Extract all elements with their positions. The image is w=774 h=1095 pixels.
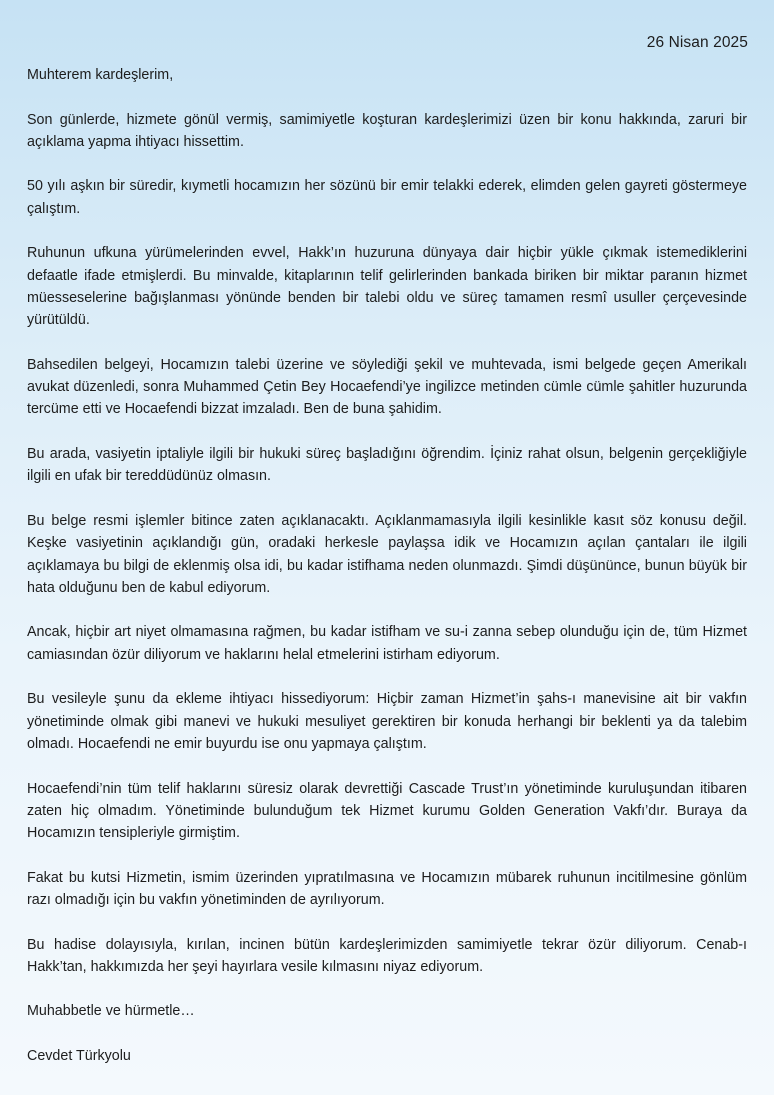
paragraph-8: Bu vesileyle şunu da ekleme ihtiyacı hissediyorum: Hiçbir zaman Hizmet’in şahs-ı manevisine ait bir vakfın yönetiminde olmak gibi manevi ve hukuki mesuliyet gerektiren bir konuda herhangi bir beklenti ya da talebim olmadı. Hocaefendi ne emir buyurdu ise onu yapmaya çalıştım. <box>27 691 747 752</box>
letter-date: 26 Nisan 2025 <box>646 34 748 51</box>
paragraph-5: Bu arada, vasiyetin iptaliyle ilgili bir hukuki süreç başladığını öğrendim. İçiniz rahat olsun, belgenin gerçekliğiyle ilgili en ufak bir tereddüdünüz olmasın. <box>27 446 747 485</box>
paragraph-7: Ancak, hiçbir art niyet olmamasına rağmen, bu kadar istifham ve su-i zanna sebep olunduğu için de, tüm Hizmet camiasından özür diliyorum ve haklarını helal etmelerini istirham ediyorum. <box>27 624 747 663</box>
salutation: Muhterem kardeşlerim, <box>27 67 174 83</box>
paragraph-3: Ruhunun ufkuna yürümelerinden evvel, Hakk’ın huzuruna dünyaya dair hiçbir yükle çıkmak istemediklerini defaatle ifade etmişlerdi. Bu minvalde, kitaplarının telif gelirlerinden bankada biriken bir miktar paranın hizmet müesseselerine bağışlanması yönünde benden bir talebi oldu ve süreç tamamen resmî usuller çerçevesinde yürütüldü. <box>27 245 747 329</box>
paragraph-1: Son günlerde, hizmete gönül vermiş, samimiyetle koşturan kardeşlerimizi üzen bir konu hakkında, zaruri bir açıklama yapma ihtiyacı hissettim. <box>27 111 747 150</box>
paragraph-9: Hocaefendi’nin tüm telif haklarını süresiz olarak devrettiği Cascade Trust’ın yönetiminde kuruluşundan itibaren zaten hiç olmadım. Yönetiminde bulunduğum tek Hizmet kurumu Golden Generation Vakfı’dır. Buraya da Hocamızın tensipleriyle girmiştim. <box>27 780 747 842</box>
closing: Muhabbetle ve hürmetle… <box>27 1003 195 1020</box>
paragraph-10: Fakat bu kutsi Hizmetin, ismim üzerinden yıpratılmasına ve Hocamızın mübarek ruhunun incitilmesine gönlüm razı olmadığı için bu vakfın yönetiminden de ayrılıyorum. <box>27 869 747 908</box>
paragraph-4: Bahsedilen belgeyi, Hocamızın talebi üzerine ve söylediği şekil ve muhtevada, ismi belgede geçen Amerikalı avukat düzenledi, sonra Muhammed Çetin Bey Hocaefendi’ye ingilizce metinden cümle cümle şahitler huzurunda tercüme etti ve Hocaefendi bizzat imzaladı. Ben de buna şahidim. <box>27 356 747 418</box>
paragraph-6: Bu belge resmi işlemler bitince zaten açıklanacaktı. Açıklanmamasıyla ilgili kesinlikle kasıt söz konusu değil. Keşke vasiyetinin açıklandığı gün, oradaki herkesle paylaşsa idik ve Hocamızın açılan çantaları ile ilgili açıklamaya bu bilgi de eklenmiş olsa idi, bu kadar istifhama neden olunmazdı. Şimdi düşününce, bunun büyük bir hata olduğunu ben de kabul ediyorum. <box>27 512 747 596</box>
paragraph-2: 50 yılı aşkın bir süredir, kıymetli hocamızın her sözünü bir emir telakki ederek, elimden gelen gayreti göstermeye çalıştım. <box>27 178 747 217</box>
letter-body <box>27 64 747 1090</box>
signature: Cevdet Türkyolu <box>27 1048 131 1065</box>
paragraph-11: Bu hadise dolayısıyla, kırılan, incinen bütün kardeşlerimizden samimiyetle tekrar özür diliyorum. Cenab-ı Hakk’tan, hakkımızda her şeyi hayırlara vesile kılmasını niyaz ediyorum. <box>27 936 747 975</box>
